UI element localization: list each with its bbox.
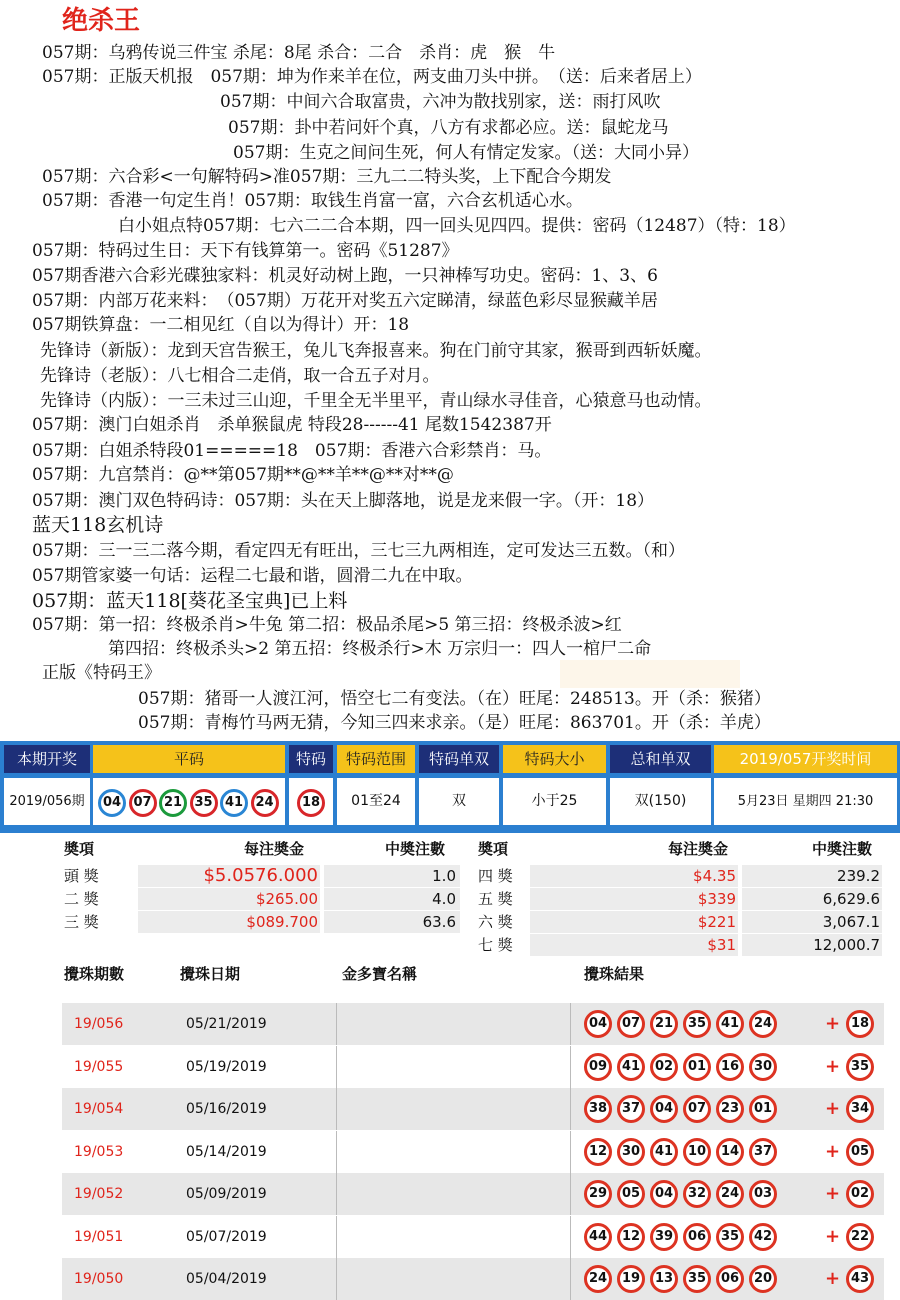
history-period: 19/056	[74, 1016, 124, 1032]
results-header-cell: 特码范围	[337, 745, 415, 773]
number-ball: 24	[716, 1180, 744, 1208]
prediction-line: 057期：猪哥一人渡江河，悟空七二有变法。（在）旺尾：248513。开（杀：猴猪）	[138, 689, 771, 709]
prediction-line: 057期：青梅竹马两无猜，今知三四来求亲。（是）旺尾：863701。开（杀：羊虎）	[138, 713, 771, 733]
row-divider	[336, 1046, 337, 1088]
highlight-block	[560, 660, 740, 688]
history-header: 攪珠日期	[180, 965, 241, 983]
results-header-cell: 总和单双	[610, 745, 711, 773]
prize-amount: $265.00	[255, 890, 318, 908]
row-divider	[336, 1173, 337, 1215]
plus-sign: +	[825, 1183, 841, 1204]
prediction-line: 正版《特码王》	[42, 663, 161, 683]
plus-sign: +	[825, 1013, 841, 1034]
number-ball: 16	[716, 1053, 744, 1081]
history-period: 19/054	[74, 1101, 124, 1117]
number-ball: 38	[584, 1095, 612, 1123]
number-ball: 39	[650, 1223, 678, 1251]
history-period: 19/055	[74, 1058, 124, 1075]
history-header: 金多寶名稱	[342, 965, 418, 983]
number-ball: 12	[584, 1138, 612, 1166]
row-divider	[570, 1216, 571, 1258]
special-ball: 18	[846, 1010, 874, 1038]
number-ball: 24	[749, 1010, 777, 1038]
number-ball: 14	[716, 1138, 744, 1166]
row-divider	[570, 1046, 571, 1088]
row-divider	[570, 1173, 571, 1215]
history-row	[62, 1258, 884, 1300]
prize-header: 奬項	[478, 840, 509, 858]
plus-sign: +	[825, 1098, 841, 1119]
number-ball: 20	[749, 1265, 777, 1293]
results-header-cell: 平码	[93, 745, 285, 773]
prize-header: 中奬注數	[812, 840, 873, 858]
prediction-line: 057期：乌鸦传说三件宝 杀尾：8尾 杀合：二合 杀肖：虎 猴 牛	[42, 43, 556, 63]
prediction-line: 白小姐点特057期：七六二二合本期，四一回头见四四。提供：密码（12487）（特：18）	[118, 216, 796, 236]
history-date: 05/09/2019	[186, 1186, 267, 1202]
results-data-cell: 双(150)	[610, 778, 711, 825]
prize-header: 中奬注數	[385, 840, 446, 858]
prediction-line: 057期：三一三二落今期，看定四无有旺出，三七三九两相连，定可发达三五数。（和）	[32, 541, 685, 561]
prediction-line: 057期：正版天机报 057期：坤为作来羊在位，两支曲刀头中拼。 （送：后来者居上）	[42, 67, 702, 87]
prediction-line: 057期：中间六合取富贵，六冲为散找别家，送：雨打风吹	[220, 92, 661, 112]
plus-sign: +	[825, 1225, 841, 1247]
prediction-line: 先锋诗（新版）：龙到天宫告猴王，兔儿飞奔报喜来。狗在门前守其家，猴哥到西斩妖魔。	[40, 341, 712, 361]
history-date: 05/21/2019	[186, 1016, 267, 1032]
results-header-cell: 特码大小	[503, 745, 606, 773]
number-ball: 02	[650, 1053, 678, 1081]
history-period: 19/050	[74, 1271, 124, 1287]
prediction-line: 057期：九宫禁肖：@**第057期**@**羊**@**对**@	[32, 465, 454, 485]
history-row	[62, 1088, 884, 1130]
prediction-line: 057期：内部万花来料： （057期）万花开对奖五六定睇清，绿蓝色彩尽显猴藏羊居	[32, 291, 658, 311]
row-divider	[570, 1131, 571, 1173]
results-header-cell: 特码	[289, 745, 333, 773]
prize-name: 七 獎	[478, 936, 513, 954]
number-ball: 13	[650, 1265, 678, 1293]
number-ball: 41	[716, 1010, 744, 1038]
page-title: 绝杀王	[62, 6, 141, 36]
row-divider	[336, 1216, 337, 1258]
prize-name: 四 獎	[478, 867, 513, 885]
special-ball: 43	[846, 1265, 874, 1293]
prize-count: 239.2	[837, 867, 880, 885]
history-row	[62, 1046, 884, 1088]
number-ball: 35	[190, 789, 218, 817]
row-divider	[570, 1088, 571, 1130]
plus-sign: +	[825, 1268, 841, 1289]
history-header: 攪珠結果	[584, 965, 645, 983]
row-divider	[570, 1003, 571, 1045]
prediction-line: 蓝天118玄机诗	[32, 514, 164, 536]
number-ball: 07	[683, 1095, 711, 1123]
history-row	[62, 1173, 884, 1215]
special-ball: 02	[846, 1180, 874, 1208]
prediction-line: 057期：卦中若问奸个真，八方有求都必应。送：鼠蛇龙马	[228, 118, 669, 138]
number-ball: 21	[159, 789, 187, 817]
history-period: 19/053	[74, 1143, 124, 1160]
prize-name: 六 獎	[478, 913, 513, 931]
history-row	[62, 1216, 884, 1258]
prediction-line: 先锋诗（内版）：一三未过三山迎，千里全无半里平，青山绿水寻佳音，心猿意马也动情。	[40, 391, 712, 411]
special-ball: 22	[846, 1223, 874, 1251]
prediction-line: 057期铁算盘：一二相见红（自以为得计）开：18	[32, 315, 410, 335]
results-data-cell: 2019/056期	[4, 778, 90, 825]
prize-amount: $089.700	[246, 913, 318, 931]
special-ball: 34	[846, 1095, 874, 1123]
prediction-line: 057期：六合彩<一句解特码>准057期：三九二二特头奖，上下配合今期发	[42, 167, 612, 187]
prize-name: 頭 獎	[64, 867, 99, 885]
history-row	[62, 1131, 884, 1173]
prize-amount: $221	[697, 913, 736, 931]
number-ball: 41	[617, 1053, 645, 1081]
prediction-line: 057期：香港一句定生肖！057期：取钱生肖富一富，六合玄机适心水。	[42, 191, 583, 211]
history-date: 05/14/2019	[186, 1143, 267, 1160]
number-ball: 37	[749, 1138, 777, 1166]
history-date: 05/16/2019	[186, 1101, 267, 1117]
special-ball: 05	[846, 1138, 874, 1166]
number-ball: 30	[749, 1053, 777, 1081]
prediction-line: 先锋诗（老版）：八七相合二走俏，取一合五子对月。	[40, 366, 440, 386]
plus-sign: +	[825, 1140, 841, 1162]
prediction-line: 057期：特码过生日：天下有钱算第一。密码《51287》	[32, 241, 459, 261]
history-period: 19/051	[74, 1228, 124, 1245]
number-ball: 19	[617, 1265, 645, 1293]
results-data-cell: 01至24	[337, 778, 415, 825]
number-ball: 04	[650, 1095, 678, 1123]
number-ball: 37	[617, 1095, 645, 1123]
history-date: 05/07/2019	[186, 1228, 267, 1245]
prediction-line: 057期：第一招：终极杀肖>牛兔 第二招：极品杀尾>5 第三招：终极杀波>红	[32, 615, 622, 635]
prize-count: 63.6	[422, 913, 456, 931]
number-ball: 07	[617, 1010, 645, 1038]
prize-header: 每注奬金	[668, 840, 729, 858]
row-divider	[336, 1258, 337, 1300]
results-data-cell: 5月23日 星期四 21:30	[714, 778, 897, 825]
results-header-cell: 本期开奖	[4, 745, 90, 773]
row-divider	[336, 1088, 337, 1130]
number-ball: 42	[749, 1223, 777, 1251]
number-ball: 24	[584, 1265, 612, 1293]
number-ball: 35	[683, 1010, 711, 1038]
prize-count: 6,629.6	[822, 890, 880, 908]
prize-count: 4.0	[432, 890, 456, 908]
prediction-line: 057期管家婆一句话：运程二七最和谐，圆滑二九在中取。	[32, 566, 473, 586]
number-ball: 04	[584, 1010, 612, 1038]
results-header-cell: 特码单双	[419, 745, 499, 773]
number-ball: 03	[749, 1180, 777, 1208]
number-ball: 06	[683, 1223, 711, 1251]
prize-header: 每注奬金	[244, 840, 305, 858]
number-ball: 09	[584, 1053, 612, 1081]
results-data-cell: 小于25	[503, 778, 606, 825]
special-ball: 35	[846, 1053, 874, 1081]
history-date: 05/04/2019	[186, 1271, 267, 1287]
prize-amount: $31	[707, 936, 736, 954]
row-divider	[336, 1131, 337, 1173]
prize-header: 奬項	[64, 840, 95, 858]
number-ball: 01	[683, 1053, 711, 1081]
prize-name: 二 獎	[64, 890, 99, 908]
prediction-line: 057期：蓝天118[葵花圣宝典]已上料	[32, 590, 348, 612]
prediction-line: 057期：澳门白姐杀肖 杀单猴鼠虎 特段28------41 尾数1542387开	[32, 415, 552, 435]
history-period: 19/052	[74, 1186, 124, 1202]
prediction-line: 057期：生克之间问生死，何人有情定发家。（送：大同小异）	[233, 143, 699, 163]
prize-count: 3,067.1	[822, 913, 880, 931]
number-ball: 01	[749, 1095, 777, 1123]
number-ball: 32	[683, 1180, 711, 1208]
number-ball: 41	[220, 789, 248, 817]
history-row	[62, 1003, 884, 1045]
number-ball: 30	[617, 1138, 645, 1166]
results-data-cell: 双	[419, 778, 499, 825]
prize-count: 1.0	[432, 867, 456, 885]
number-ball: 35	[716, 1223, 744, 1251]
prize-amount: $4.35	[693, 867, 736, 885]
number-ball: 44	[584, 1223, 612, 1251]
special-ball: 18	[297, 789, 325, 817]
number-ball: 04	[650, 1180, 678, 1208]
prize-amount: $5.0576.000	[203, 865, 318, 886]
prediction-line: 第四招：终极杀头>2 第五招：终极杀行>木 万宗归一：四人一棺尸二命	[108, 639, 652, 659]
number-ball: 35	[683, 1265, 711, 1293]
number-ball: 12	[617, 1223, 645, 1251]
number-ball: 23	[716, 1095, 744, 1123]
prediction-line: 057期：澳门双色特码诗：057期：头在天上脚落地，说是龙来假一字。（开：18）	[32, 491, 655, 511]
number-ball: 07	[129, 789, 157, 817]
number-ball: 06	[716, 1265, 744, 1293]
number-ball: 24	[251, 789, 279, 817]
number-ball: 10	[683, 1138, 711, 1166]
prize-name: 五 獎	[478, 890, 513, 908]
plus-sign: +	[825, 1055, 841, 1077]
number-ball: 05	[617, 1180, 645, 1208]
number-ball: 41	[650, 1138, 678, 1166]
prize-name: 三 獎	[64, 913, 99, 931]
prize-amount: $339	[697, 890, 736, 908]
prize-count: 12,000.7	[813, 936, 880, 954]
prediction-line: 057期香港六合彩光碟独家料：机灵好动树上跑，一只神棒写功史。密码：1、3、6	[32, 266, 658, 286]
number-ball: 04	[98, 789, 126, 817]
history-date: 05/19/2019	[186, 1058, 267, 1075]
number-ball: 21	[650, 1010, 678, 1038]
history-header: 攪珠期數	[64, 965, 125, 983]
row-divider	[336, 1003, 337, 1045]
number-ball: 29	[584, 1180, 612, 1208]
row-divider	[570, 1258, 571, 1300]
prediction-line: 057期：白姐杀特段01=====18 057期：香港六合彩禁肖：马。	[32, 441, 552, 461]
results-header-cell: 2019/057开奖时间	[714, 745, 897, 773]
